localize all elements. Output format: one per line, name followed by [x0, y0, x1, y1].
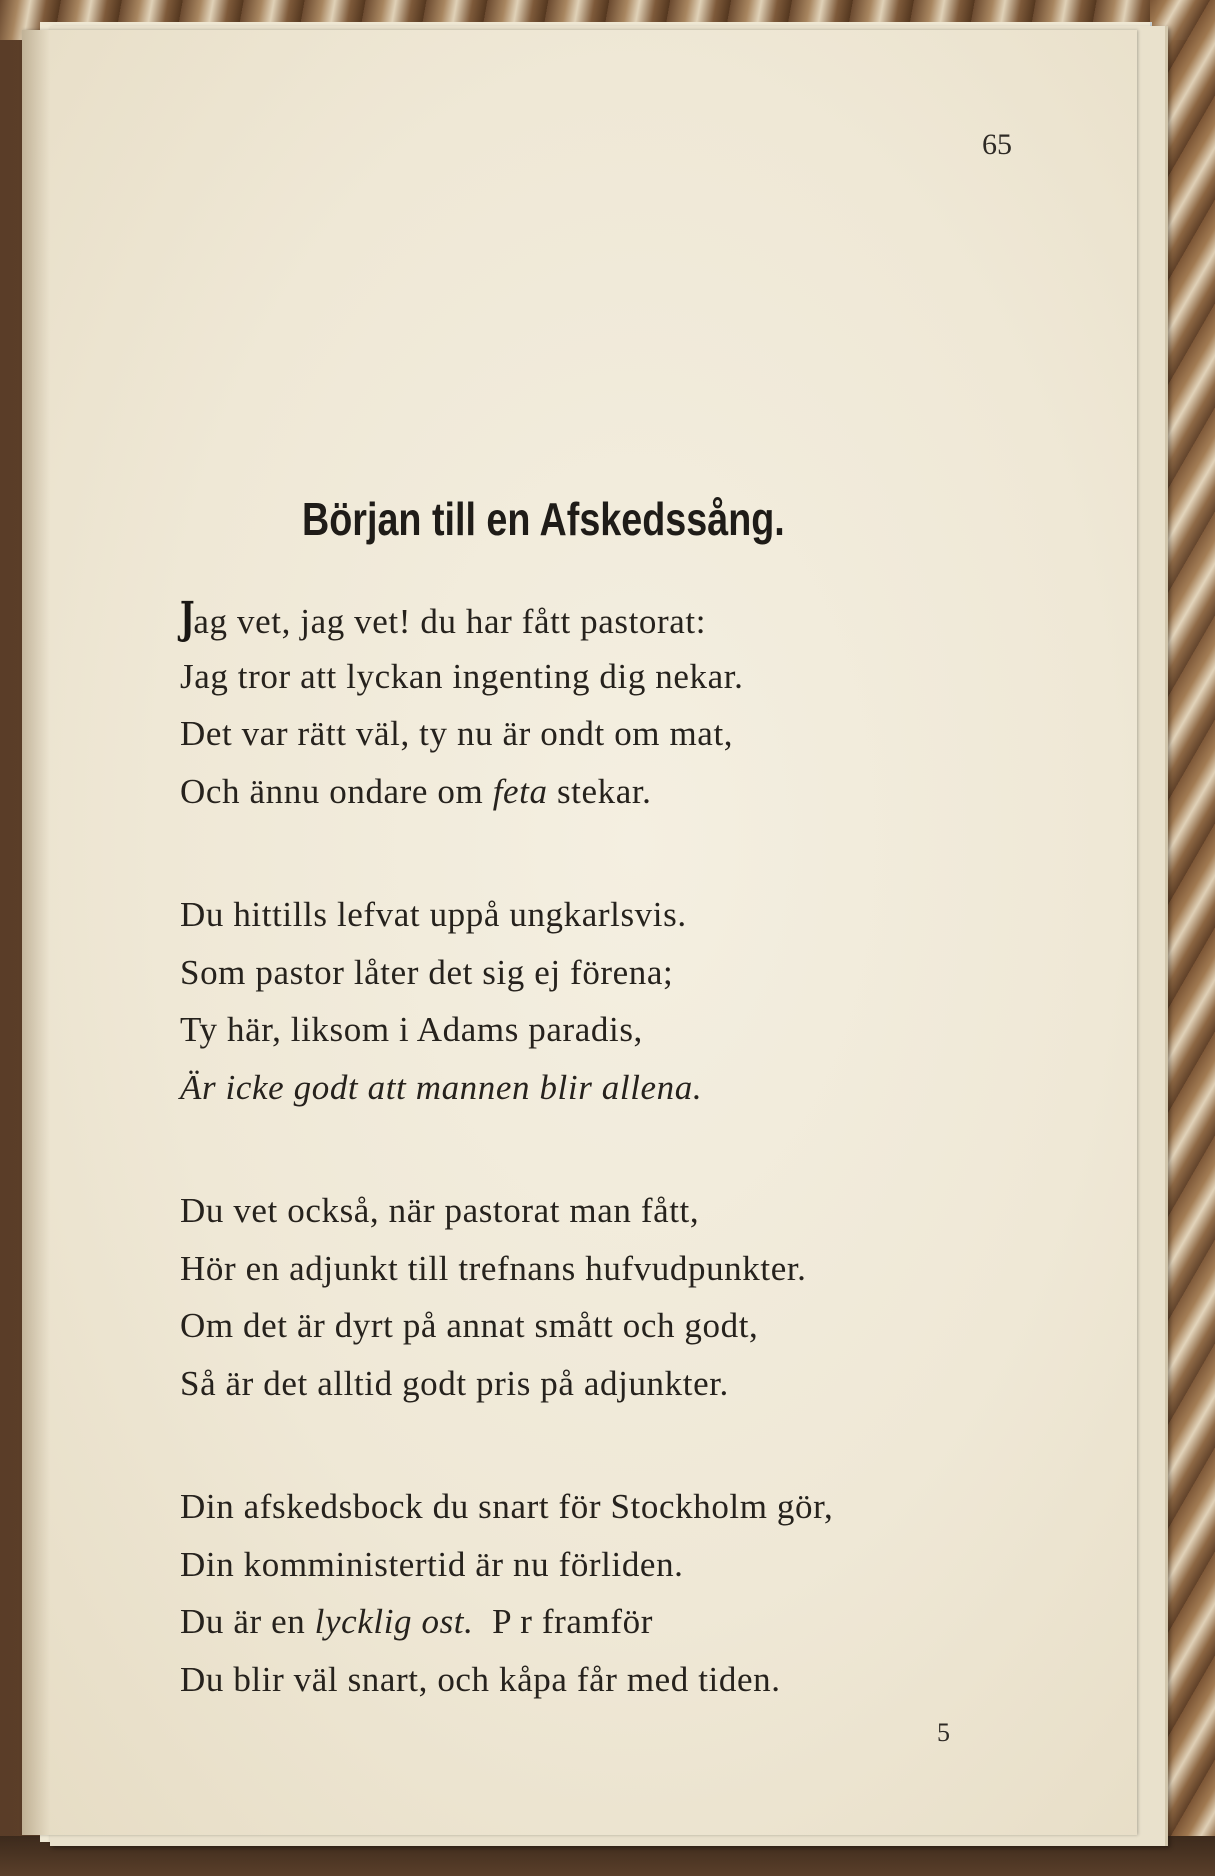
verse-line: Så är det alltid godt pris på adjunkter. [180, 1363, 729, 1403]
italic-line: Är icke godt att mannen blir allena. [180, 1067, 703, 1107]
page-number: 65 [982, 128, 1012, 161]
drop-cap: J [180, 593, 195, 644]
verse-line: Din afskedsbock du snart för Stockholm gör, [180, 1487, 834, 1526]
stanza-1 [180, 590, 1040, 820]
verse-line: Om det är dyrt på annat smått och godt, [180, 1306, 759, 1345]
verse-line [180, 1059, 1040, 1117]
verse-line: Jag tror att lyckan ingenting dig nekar. [180, 656, 744, 696]
stanza-2 [180, 886, 1040, 1116]
stanza-3 [180, 1182, 1040, 1412]
verse-line: Ty här, liksom i Adams paradis, [180, 1010, 643, 1049]
verse-line: Du blir väl snart, och kåpa får med tiden. [180, 1659, 781, 1699]
verse-line: Och ännu ondare om feta stekar. [180, 771, 652, 811]
verse-line: Du vet också, när pastorat man fått, [180, 1191, 700, 1230]
signature-mark: 5 [937, 1718, 950, 1747]
page-gutter-shadow [22, 30, 50, 1835]
verse-line: Du är en lycklig ost. P r framför [180, 1602, 653, 1641]
book-page [22, 30, 1137, 1835]
verse-line: Din komministertid är nu förliden. [180, 1544, 684, 1584]
stanza-4 [180, 1478, 1040, 1708]
italic-word: feta [492, 771, 548, 811]
verse-line: Som pastor låter det sig ej förena; [180, 952, 674, 992]
verse-line: Det var rätt väl, ty nu är ondt om mat, [180, 714, 734, 753]
verse-line: Jag vet, jag vet! du har fått pastorat: [180, 590, 1040, 648]
verse-line: Du hittills lefvat uppå ungkarlsvis. [180, 895, 687, 934]
verse-line: Hör en adjunkt till trefnans hufvudpunkter. [180, 1248, 807, 1288]
poem-title: Början till en Afskedssång. [302, 493, 785, 545]
italic-word: lycklig ost. [314, 1602, 474, 1641]
